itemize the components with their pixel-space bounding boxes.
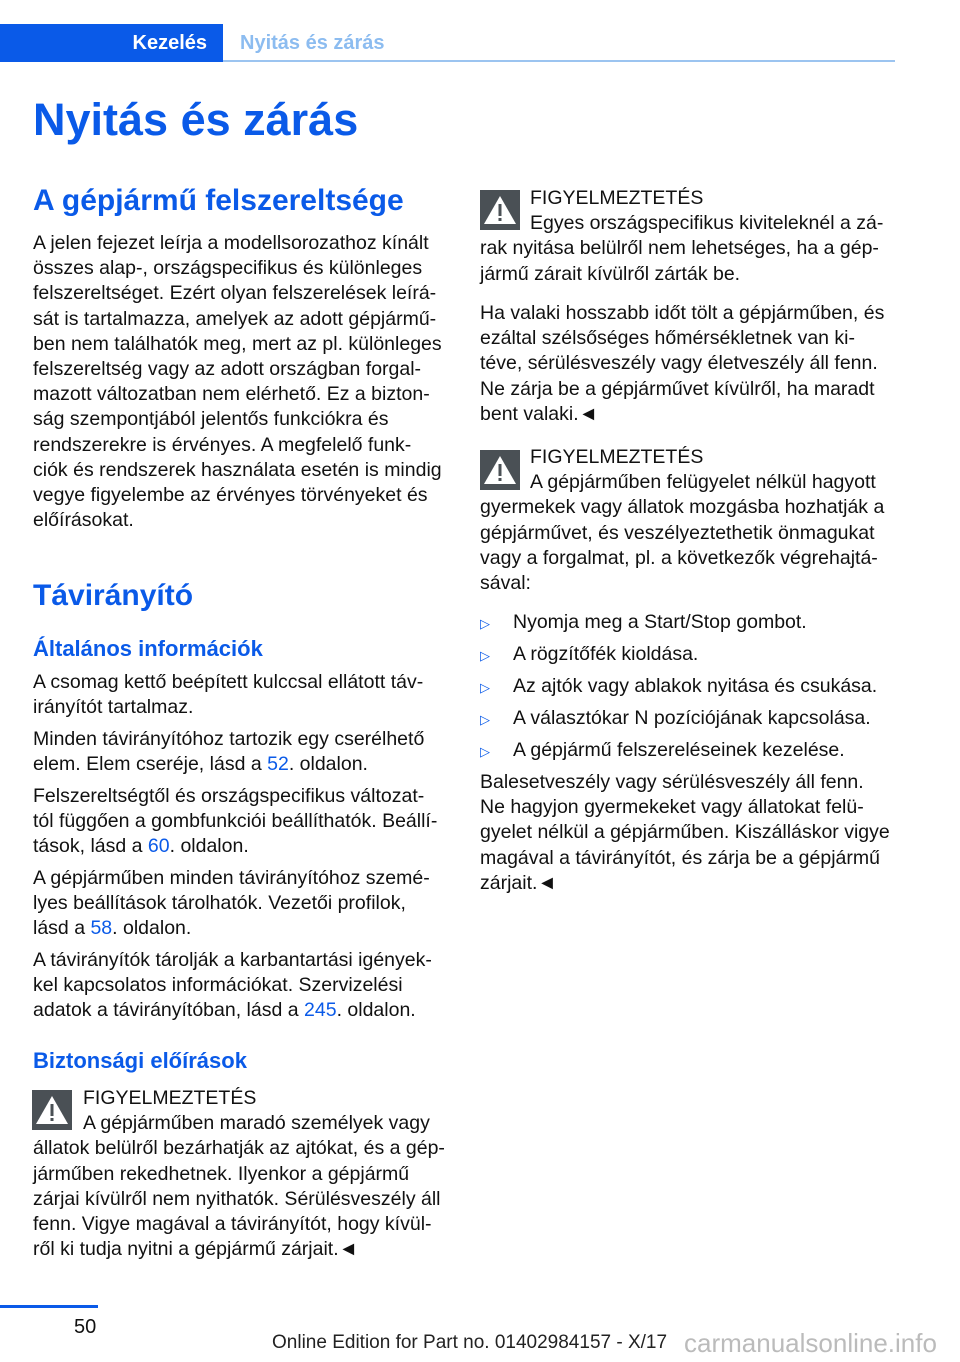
text-line: A jelen fejezet leírja a modellsorozathoz kínált	[33, 232, 429, 254]
triangle-bullet-icon: ▷	[480, 712, 490, 727]
page-reference-link[interactable]: 60	[147, 835, 170, 858]
text-line: irányítót tartalmaz.	[33, 696, 194, 719]
text-segment: . oldalon.	[336, 999, 416, 1022]
page-title: Nyitás és zárás	[33, 94, 359, 145]
text-line: ről ki tudja nyitni a gépjármű zárjait.◄	[33, 1238, 358, 1261]
text-line: ben nem találhatók meg, mert az pl. különleges	[33, 332, 442, 355]
text-line: A távirányítók tárolják a karbantartási igények-	[33, 949, 432, 971]
text-line: A gépjárműben felügyelet nélkül hagyott	[530, 471, 876, 494]
warning-text-1	[33, 1086, 445, 1262]
text-line: gyermekek vagy állatok mozgásba hozhatják a	[480, 496, 885, 519]
paragraph-equipment	[33, 231, 442, 533]
text-line: Egyes országspecifikus kiviteleknél a zá-	[530, 212, 884, 235]
text-line: előírásokat.	[33, 509, 134, 532]
text-line: mazott változatban nem elérhető. Ez a bizton-	[33, 383, 430, 406]
page-number: 50	[74, 1316, 97, 1338]
header-divider	[223, 60, 895, 62]
triangle-bullet-icon: ▷	[480, 680, 490, 695]
paragraph-general-4	[33, 866, 430, 942]
text-line: magával a távirányítót, és zárja be a gépjármű	[480, 846, 880, 869]
bullet-item: ▷ Nyomja meg a Start/Stop gombot.	[480, 610, 807, 636]
text-line: FIGYELMEZTETÉS	[83, 1087, 257, 1109]
warning-text-3	[480, 445, 884, 596]
heading-safety: Biztonsági előírások	[33, 1048, 247, 1073]
text-line: sával:	[480, 571, 531, 594]
text-line: ság szempontjából jelentős funkciókra és	[33, 408, 389, 431]
text-line: Ne hagyjon gyermekeket vagy állatokat felü-	[480, 796, 864, 819]
text-line: rendszerekre is érvényes. A megfelelő funk-	[33, 433, 412, 456]
paragraph-warning-3b	[480, 770, 890, 896]
text-line: összes alap-, országspecifikus és különleges	[33, 257, 423, 280]
text-line: rak nyitása belülről nem lehetséges, ha a gép-	[480, 237, 879, 260]
warning-text-2	[480, 186, 883, 287]
paragraph-warning-2b	[480, 301, 884, 427]
heading-equipment: A gépjármű felszereltsége	[33, 184, 404, 217]
text-segment: . oldalon.	[169, 835, 249, 858]
text-line: kel kapcsolatos információkat. Szervizelési	[33, 974, 403, 997]
tab-current-section[interactable]: Nyitás és zárás	[240, 32, 385, 54]
text-line: sát is tartalmazza, amelyek az adott gépjármű-	[33, 307, 437, 330]
text-line: gépjárművet, és veszélyeztethetik önmagukat	[480, 521, 875, 544]
text-segment: elem. Elem cseréje, lásd a	[33, 753, 268, 776]
triangle-bullet-icon: ▷	[480, 648, 490, 663]
page-reference-link[interactable]: 58	[90, 917, 113, 940]
watermark: carmanualsonline.info	[684, 1328, 937, 1358]
heading-general: Általános információk	[33, 636, 263, 661]
text-line: járműben rekedhetnek. Ilyenkor a gépjármű	[33, 1162, 410, 1185]
text-line: tól függően a gombfunkciói beállíthatók. Beállí-	[33, 810, 438, 833]
text-line: Minden távirányítóhoz tartozik egy cserélhető	[33, 728, 425, 750]
text-line: gyelet nélkül a gépjárműben. Kiszálláskor vigye	[480, 821, 890, 844]
text-line: vagy a forgalmat, pl. a következők végrehajtá-	[480, 546, 878, 569]
text-line: ciók és rendszerek használata esetén is mindig	[33, 458, 442, 481]
text-line: jármű zárait kívülről zárták be.	[480, 262, 741, 285]
text-line: bent valaki.◄	[480, 402, 598, 425]
text-segment: . oldalon.	[288, 753, 368, 776]
text-line: vegye figyelembe az érvényes törvényeket és	[33, 483, 428, 506]
heading-remote: Távirányító	[33, 579, 194, 612]
text-line: zárjai kívülről nem nyithatók. Sérülésveszély áll	[33, 1187, 441, 1210]
edition-note: Online Edition for Part no. 01402984157 - X/17	[272, 1332, 668, 1353]
bullet-item: ▷ A választókar N pozíciójának kapcsolása.	[480, 706, 871, 732]
text-line	[33, 752, 424, 777]
text-line: felszereltség vagy az adott országban forgal-	[33, 357, 422, 380]
text-segment: . oldalon.	[112, 917, 192, 940]
page-reference-link[interactable]: 52	[267, 753, 289, 776]
text-line: lyes beállítások tárolhatók. Vezetői profilok,	[33, 892, 406, 915]
text-line	[33, 998, 432, 1023]
bullet-item: ▷ Az ajtók vagy ablakok nyitása és csukása.	[480, 674, 877, 700]
paragraph-general-2	[33, 727, 424, 777]
text-segment: lásd a	[33, 917, 91, 940]
text-line: Felszereltségtől és országspecifikus változat-	[33, 785, 425, 807]
triangle-bullet-icon: ▷	[480, 616, 490, 631]
text-line: FIGYELMEZTETÉS	[530, 446, 704, 468]
paragraph-general-3	[33, 784, 437, 860]
text-line: fenn. Vigye magával a távirányítót, hogy kívül-	[33, 1212, 432, 1235]
bullet-item: ▷ A gépjármű felszereléseinek kezelése.	[480, 738, 845, 764]
text-line: téve, sérülésveszély vagy életveszély áll fenn.	[480, 352, 878, 375]
bullet-item: ▷ A rögzítőfék kioldása.	[480, 642, 698, 668]
text-line: zárjait.◄	[480, 871, 557, 894]
triangle-bullet-icon: ▷	[480, 744, 490, 759]
text-line	[33, 834, 437, 859]
paragraph-general-1	[33, 670, 423, 720]
text-line: A gépjárműben maradó személyek vagy	[83, 1112, 430, 1135]
page-reference-link[interactable]: 245	[304, 999, 337, 1022]
tab-kezeles[interactable]: Kezelés	[0, 24, 223, 62]
text-line: állatok belülről bezárhatják az ajtókat, és a gép-	[33, 1137, 445, 1160]
text-line	[33, 916, 430, 941]
text-line: FIGYELMEZTETÉS	[530, 187, 704, 209]
text-line: Ha valaki hosszabb időt tölt a gépjárműben, és	[480, 302, 885, 324]
text-segment: tások, lásd a	[33, 835, 148, 858]
text-line: ezáltal szélsőséges hőmérsékletnek van ki-	[480, 327, 856, 350]
text-line: Ne zárja be a gépjárművet kívülről, ha maradt	[480, 377, 875, 400]
text-line: felszereltséget. Ezért olyan felszerelések leírá-	[33, 282, 437, 305]
text-segment: adatok a távirányítóban, lásd a	[33, 999, 305, 1022]
text-line: Balesetveszély vagy sérülésveszély áll fenn.	[480, 771, 864, 793]
text-line: A gépjárműben minden távirányítóhoz szemé-	[33, 867, 430, 889]
text-line: A csomag kettő beépített kulccsal ellátott táv-	[33, 671, 424, 693]
footer-divider	[0, 1305, 98, 1308]
paragraph-general-5	[33, 948, 432, 1024]
